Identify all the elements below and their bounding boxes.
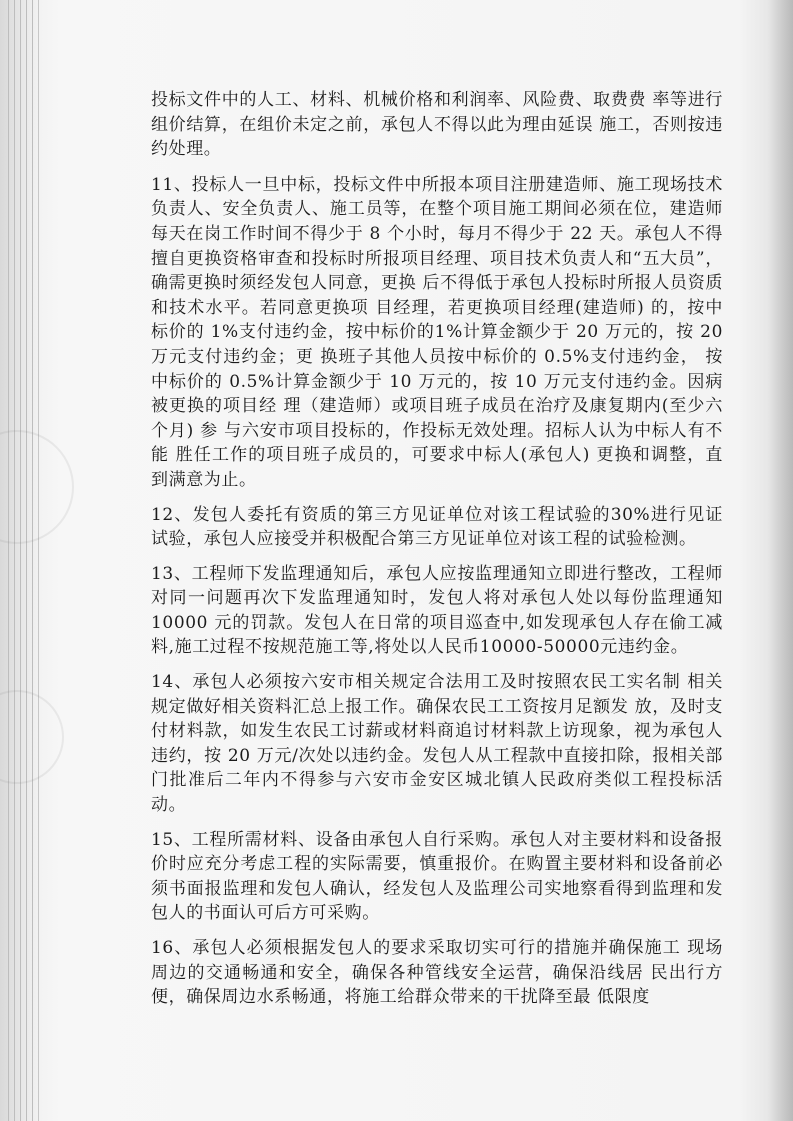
scan-shadow (767, 0, 793, 1121)
page-edge (38, 0, 39, 1121)
page-edge (8, 0, 9, 1121)
paragraph-clause-12: 12、发包人委托有资质的第三方见证单位对该工程试验的30%进行见证试验，承包人应接受并积极配合第三方见证单位对该工程的试验检测。 (151, 504, 723, 550)
bleed-through-stamp (0, 430, 74, 544)
contract-text-body (151, 88, 723, 1020)
page-edge (32, 0, 33, 1121)
bleed-through-stamp (0, 690, 64, 784)
page-edge (20, 0, 21, 1121)
page-edge (26, 0, 27, 1121)
paragraph-pricing-continuation: 投标文件中的人工、材料、机械价格和利润率、风险费、取费费 率等进行组价结算，在组价未定之前，承包人不得以此为理由延误 施工，否则按违约处理。 (151, 90, 723, 160)
page-edge (14, 0, 15, 1121)
paragraph-clause-16: 16、承包人必须根据发包人的要求采取切实可行的措施并确保施工 现场周边的交通畅通和安全，确保各种管线安全运营，确保沿线居 民出行方便，确保周边水系畅通，将施工给群众带来的干扰降至最 低限度 (151, 938, 723, 1008)
paragraph-clause-11: 11、投标人一旦中标，投标文件中所报本项目注册建造师、施工现场技术负责人、安全负责人、施工员等，在整个项目施工期间必须在位，建造师每天在岗工作时间不得少于 8 个小时，每月不得少于 22 天。承包人不得擅自更换资格审查和投标时所报项目经理、项目技术负责人和“五大员”，确需更换时须经发包人同意，更换 后不得低于承包人投标时所报人员资质和技术水平。若同意更换项 目经理，若更换项目经理(建造师) 的，按中标价的 1%支付违约金，按中标价的1%计算金额少于 20 万元的，按 20 万元支付违约金；更 换班子其他人员按中标价的 0.5%支付违约金， 按中标价的 0.5%计算金额少于 10 万元的，按 10 万元支付违约金。因病被更换的项目经 理（建造师）或项目班子成员在治疗及康复期内(至少六个月) 参 与六安市项目投标的，作投标无效处理。招标人认为中标人有不能 胜任工作的项目班子成员的，可要求中标人(承包人) 更换和调整，直到满意为止。 (151, 174, 723, 490)
paragraph-clause-15: 15、工程所需材料、设备由承包人自行采购。承包人对主要材料和设备报价时应充分考虑工程的实际需要，慎重报价。在购置主要材料和设备前必须书面报监理和发包人确认，经发包人及监理公司实地察看得到监理和发包人的书面认可后方可采购。 (151, 829, 723, 924)
paragraph-clause-14: 14、承包人必须按六安市相关规定合法用工及时按照农民工实名制 相关规定做好相关资料汇总上报工作。确保农民工工资按月足额发 放，及时支付材料款，如发生农民工讨薪或材料商追讨材料款上访现象，视为承包人违约，按 20 万元/次处以违约金。发包人从工程款中直接扣除，报相关部门批准后二年内不得参与六安市金安区城北镇人民政府类似工程投标活动。 (151, 672, 723, 816)
paragraph-clause-13: 13、工程师下发监理通知后，承包人应按监理通知立即进行整改，工程师对同一问题再次下发监理通知时，发包人将对承包人处以每份监理通知 10000 元的罚款。发包人在日常的项目巡查中,如发现承包人存在偷工减料,施工过程不按规范施工等,将处以人民币10000-50000元违约金。 (151, 563, 723, 658)
